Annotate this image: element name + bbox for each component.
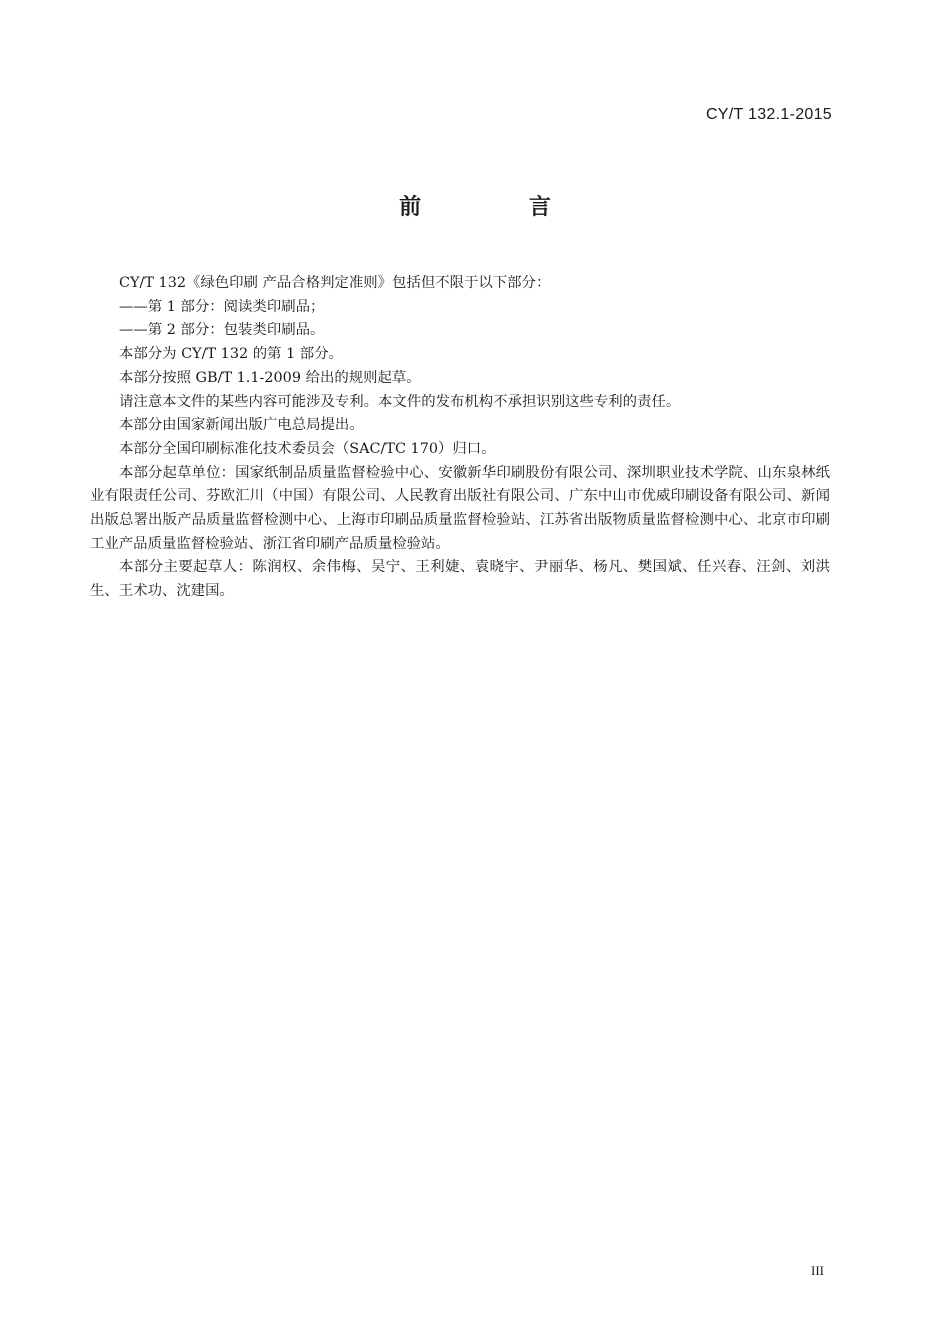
paragraph-patent-notice: 请注意本文件的某些内容可能涉及专利。本文件的发布机构不承担识别这些专利的责任。 [119,393,681,410]
foreword-body [90,272,830,604]
paragraph-proposer: 本部分由国家新闻出版广电总局提出。 [119,417,364,434]
paragraph-drafting-units: 本部分起草单位：国家纸制品质量监督检验中心、安徽新华印刷股份有限公司、深圳职业技术学院、山东泉林纸业有限责任公司、芬欧汇川（中国）有限公司、人民教育出版社有限公司、广东中山市优威印刷设备有限公司、新闻出版总署出版产品质量监督检测中心、上海市印刷品质量监督检验站、江苏省出版物质量监督检测中心、北京市印刷工业产品质量监督检验站、浙江省印刷产品质量检验站。 [90,464,830,552]
page-title: 前 言 [399,195,601,220]
paragraph-drafting-rules: 本部分按照 GB/T 1.1-2009 给出的规则起草。 [119,369,421,386]
page-number: III [811,1263,824,1278]
paragraph-scope: CY/T 132《绿色印刷 产品合格判定准则》包括但不限于以下部分： [119,275,551,291]
paragraph-part-2: ——第 2 部分：包装类印刷品。 [119,322,325,339]
paragraph-part-statement: 本部分为 CY/T 132 的第 1 部分。 [119,346,343,363]
paragraph-drafters: 本部分主要起草人：陈润权、余伟梅、吴宁、王利婕、袁晓宇、尹丽华、杨凡、樊国斌、任兴春、汪剑、刘洪生、王术功、沈建国。 [90,559,830,600]
paragraph-committee: 本部分全国印刷标准化技术委员会（SAC/TC 170）归口。 [119,440,496,457]
paragraph-part-1: ——第 1 部分：阅读类印刷品； [119,298,325,315]
standard-code: CY/T 132.1-2015 [705,106,832,123]
